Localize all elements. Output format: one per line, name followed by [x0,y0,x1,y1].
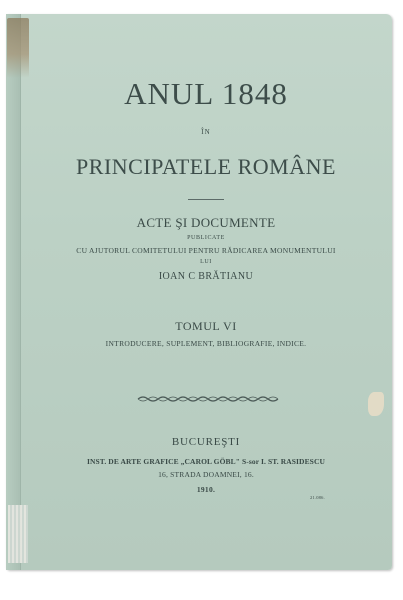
person-name: IOAN C BRĂTIANU [158,271,254,282]
city: BUCUREŞTI [171,436,241,448]
subtitle: ACTE ŞI DOCUMENTE [136,215,276,230]
by-label: LUI [200,259,212,265]
printer: INST. DE ARTE GRAFICE „CAROL GÖBL" S-sor I. ST. RASIDESCU [87,457,325,466]
committee-line: CU AJUTORUL COMITETULUI PENTRU RĂDICAREA MONUMENTULUI [76,246,336,255]
title-year-line: ANUL 1848 [124,76,288,111]
printer-address: 16, STRADA DOAMNEI, 16. [158,470,254,479]
title-page [20,14,392,570]
divider-rule [188,199,224,200]
volume-contents: INTRODUCERE, SUPLEMENT, BIBLIOGRAFIE, INDICE. [105,339,307,348]
volume-number: TOMUL VI [175,319,237,333]
ornament-divider-icon [135,395,281,403]
title-preposition: ÎN [201,128,211,136]
published-label: PUBLICATE [187,235,225,241]
book-spine [6,14,21,570]
print-code: 21.086. [310,495,325,500]
publication-year: 1910. [196,485,216,494]
title-principalities: PRINCIPATELE ROMÂNE [76,154,336,179]
